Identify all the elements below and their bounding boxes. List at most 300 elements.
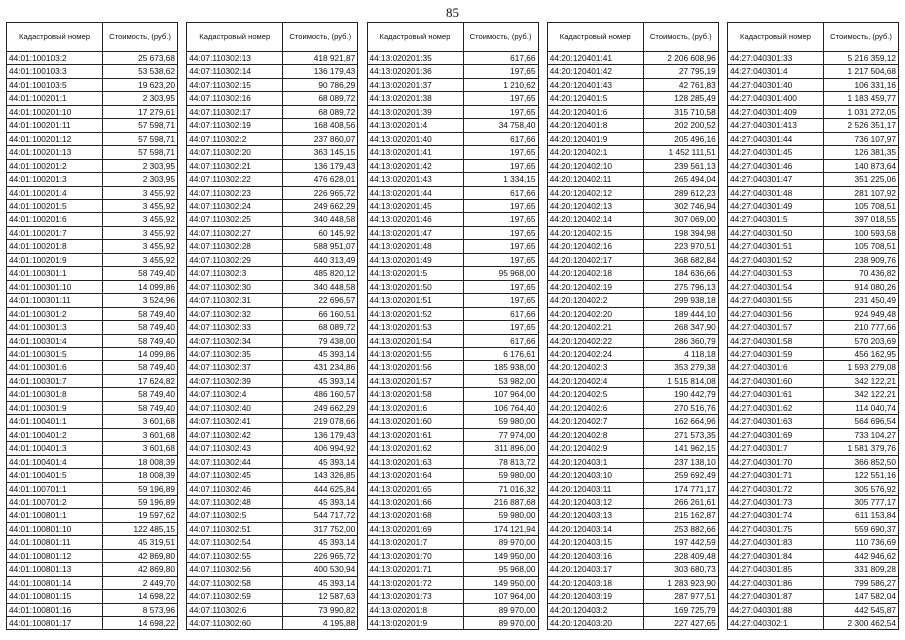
cost-cell: 287 977,51: [643, 590, 718, 603]
table-header-row: [728, 23, 899, 52]
table-row: [367, 52, 538, 65]
table-row: [728, 536, 899, 549]
cost-cell: 45 319,51: [103, 536, 178, 549]
cost-cell: 128 285,49: [643, 92, 718, 105]
cost-cell: 202 200,52: [643, 119, 718, 132]
table-row: [367, 563, 538, 576]
table-row: [7, 294, 178, 307]
cost-cell: 1 581 379,76: [824, 442, 899, 455]
cadastral-table-3: [367, 22, 539, 630]
page-number: 85: [446, 5, 459, 20]
cadastral-number-cell: 44:27:040301:69: [728, 428, 824, 441]
cadastral-number-cell: 44:27:040301:63: [728, 415, 824, 428]
cost-cell: 189 444,10: [643, 307, 718, 320]
cost-cell: 45 393,14: [283, 495, 358, 508]
cost-cell: 2 206 608,96: [643, 52, 718, 65]
cadastral-number-cell: 44:01:100401:3: [7, 442, 103, 455]
cost-cell: 53 538,62: [103, 65, 178, 78]
cadastral-number-cell: 44:20:120402:24: [547, 347, 643, 360]
cost-cell: 289 612,23: [643, 186, 718, 199]
cadastral-number-cell: 44:07:110302:21: [187, 159, 283, 172]
cost-cell: 2 303,95: [103, 159, 178, 172]
table-row: [187, 374, 358, 387]
table-header-row: [187, 23, 358, 52]
cost-cell: 456 162,95: [824, 347, 899, 360]
cost-cell: 19 597,62: [103, 509, 178, 522]
cost-cell: 197,65: [463, 65, 538, 78]
cadastral-number-cell: 44:20:120401:9: [547, 132, 643, 145]
cadastral-number-cell: 44:07:110302:29: [187, 253, 283, 266]
cadastral-number-cell: 44:20:120402:8: [547, 428, 643, 441]
cadastral-number-cell: 44:20:120401:6: [547, 105, 643, 118]
table-row: [728, 334, 899, 347]
cadastral-number-cell: 44:01:100103:5: [7, 78, 103, 91]
cadastral-number-cell: 44:01:100401:4: [7, 455, 103, 468]
table-row: [547, 267, 718, 280]
table-row: [7, 146, 178, 159]
table-row: [367, 307, 538, 320]
cadastral-number-cell: 44:13:020201:40: [367, 132, 463, 145]
cost-cell: 58 749,40: [103, 321, 178, 334]
cost-cell: 1 031 272,05: [824, 105, 899, 118]
cost-cell: 58 749,40: [103, 361, 178, 374]
cadastral-number-cell: 44:01:100301:5: [7, 347, 103, 360]
cadastral-number-cell: 44:01:100801:17: [7, 617, 103, 630]
cadastral-number-cell: 44:07:110302:43: [187, 442, 283, 455]
cost-cell: 617,66: [463, 132, 538, 145]
cost-cell: 265 494,04: [643, 173, 718, 186]
cost-cell: 42 869,80: [103, 563, 178, 576]
cadastral-number-cell: 44:13:020201:62: [367, 442, 463, 455]
cadastral-number-cell: 44:20:120402:14: [547, 213, 643, 226]
cadastral-number-cell: 44:27:040301:50: [728, 226, 824, 239]
cost-cell: 59 196,89: [103, 482, 178, 495]
cadastral-number-cell: 44:27:040301:46: [728, 159, 824, 172]
table-row: [728, 374, 899, 387]
cost-cell: 305 777,17: [824, 495, 899, 508]
cadastral-number-cell: 44:20:120403:18: [547, 576, 643, 589]
table-row: [547, 334, 718, 347]
cadastral-number-cell: 44:27:040301:74: [728, 509, 824, 522]
cadastral-number-cell: 44:27:040301:58: [728, 334, 824, 347]
cadastral-number-cell: 44:20:120403:12: [547, 495, 643, 508]
cadastral-number-cell: 44:20:120403:14: [547, 522, 643, 535]
table-row: [728, 294, 899, 307]
table-row: [547, 482, 718, 495]
table-row: [7, 536, 178, 549]
cadastral-number-cell: 44:07:110302:46: [187, 482, 283, 495]
cost-cell: 197,65: [463, 294, 538, 307]
cadastral-number-cell: 44:13:020201:36: [367, 65, 463, 78]
table-row: [367, 617, 538, 630]
cost-cell: 226 965,72: [283, 186, 358, 199]
table-row: [547, 199, 718, 212]
cadastral-number-cell: 44:01:100401:1: [7, 415, 103, 428]
cadastral-number-cell: 44:27:040301:60: [728, 374, 824, 387]
cost-cell: 406 994,92: [283, 442, 358, 455]
cost-cell: 197,65: [463, 199, 538, 212]
cadastral-number-cell: 44:13:020201:63: [367, 455, 463, 468]
cadastral-number-cell: 44:27:040301:62: [728, 401, 824, 414]
cost-cell: 197,65: [463, 280, 538, 293]
cadastral-number-cell: 44:20:120403:10: [547, 469, 643, 482]
cost-cell: 78 813,72: [463, 455, 538, 468]
cadastral-number-cell: 44:20:120403:20: [547, 617, 643, 630]
cadastral-number-cell: 44:13:020201:45: [367, 199, 463, 212]
cadastral-number-cell: 44:07:110302:37: [187, 361, 283, 374]
table-row: [367, 428, 538, 441]
cost-cell: 14 698,22: [103, 590, 178, 603]
table-row: [187, 509, 358, 522]
cost-cell: 45 393,14: [283, 347, 358, 360]
cost-cell: 73 990,82: [283, 603, 358, 616]
cadastral-number-cell: 44:27:040301:52: [728, 253, 824, 266]
table-row: [728, 549, 899, 562]
cadastral-number-cell: 44:07:110302:60: [187, 617, 283, 630]
table-row: [547, 92, 718, 105]
column-header-cadastral-number: Кадастровый номер: [187, 23, 283, 52]
cost-cell: 305 576,92: [824, 482, 899, 495]
table-row: [547, 253, 718, 266]
cost-cell: 1 210,62: [463, 78, 538, 91]
cost-cell: 59 980,00: [463, 509, 538, 522]
cadastral-number-cell: 44:07:110302:39: [187, 374, 283, 387]
table-row: [547, 617, 718, 630]
cadastral-number-cell: 44:07:110302:27: [187, 226, 283, 239]
cost-cell: 216 887,68: [463, 495, 538, 508]
cadastral-table-5: [727, 22, 899, 630]
cost-cell: 486 160,57: [283, 388, 358, 401]
cost-cell: 197,65: [463, 240, 538, 253]
table-row: [367, 173, 538, 186]
table-row: [7, 603, 178, 616]
cost-cell: 141 962,15: [643, 442, 718, 455]
cadastral-number-cell: 44:01:100301:1: [7, 267, 103, 280]
cost-cell: 1 183 459,77: [824, 92, 899, 105]
cost-cell: 60 145,92: [283, 226, 358, 239]
cadastral-number-cell: 44:27:040301:48: [728, 186, 824, 199]
table-row: [187, 388, 358, 401]
cadastral-number-cell: 44:13:020201:48: [367, 240, 463, 253]
cadastral-number-cell: 44:13:020201:69: [367, 522, 463, 535]
cost-cell: 22 696,57: [283, 294, 358, 307]
cost-cell: 149 950,00: [463, 576, 538, 589]
cost-cell: 3 601,68: [103, 428, 178, 441]
cadastral-number-cell: 44:07:110302:55: [187, 549, 283, 562]
cost-cell: 914 080,26: [824, 280, 899, 293]
table-row: [7, 334, 178, 347]
cadastral-number-cell: 44:13:020201:55: [367, 347, 463, 360]
table-row: [728, 199, 899, 212]
cadastral-number-cell: 44:01:100801:14: [7, 576, 103, 589]
table-row: [728, 522, 899, 535]
table-row: [7, 240, 178, 253]
cost-cell: 440 313,49: [283, 253, 358, 266]
cost-cell: 733 104,27: [824, 428, 899, 441]
table-row: [7, 65, 178, 78]
table-row: [7, 307, 178, 320]
table-row: [367, 590, 538, 603]
cost-cell: 253 882,66: [643, 522, 718, 535]
table-row: [7, 267, 178, 280]
cadastral-number-cell: 44:20:120402:22: [547, 334, 643, 347]
cost-cell: 3 601,68: [103, 415, 178, 428]
cadastral-number-cell: 44:27:040301:413: [728, 119, 824, 132]
table-row: [367, 321, 538, 334]
cost-cell: 270 516,76: [643, 401, 718, 414]
cadastral-number-cell: 44:01:100301:2: [7, 307, 103, 320]
table-row: [547, 495, 718, 508]
table-row: [187, 240, 358, 253]
cadastral-number-cell: 44:13:020201:43: [367, 173, 463, 186]
cadastral-number-cell: 44:07:110302:20: [187, 146, 283, 159]
cost-cell: 197,65: [463, 226, 538, 239]
cost-cell: 617,66: [463, 307, 538, 320]
table-row: [728, 92, 899, 105]
cadastral-number-cell: 44:07:110302:30: [187, 280, 283, 293]
table-row: [547, 132, 718, 145]
table-row: [187, 590, 358, 603]
table-row: [7, 428, 178, 441]
cost-cell: 799 586,27: [824, 576, 899, 589]
table-row: [547, 213, 718, 226]
cadastral-number-cell: 44:13:020201:42: [367, 159, 463, 172]
cost-cell: 366 852,50: [824, 455, 899, 468]
cost-cell: 197,65: [463, 321, 538, 334]
cadastral-number-cell: 44:01:100301:6: [7, 361, 103, 374]
cost-cell: 210 777,66: [824, 321, 899, 334]
cadastral-number-cell: 44:20:120403:19: [547, 590, 643, 603]
cost-cell: 90 786,29: [283, 78, 358, 91]
cadastral-number-cell: 44:01:100201:2: [7, 159, 103, 172]
cadastral-number-cell: 44:01:100201:9: [7, 253, 103, 266]
cost-cell: 249 662,29: [283, 401, 358, 414]
cadastral-number-cell: 44:07:110302:22: [187, 173, 283, 186]
table-row: [728, 132, 899, 145]
table-row: [187, 549, 358, 562]
cadastral-number-cell: 44:27:040301:53: [728, 267, 824, 280]
cost-cell: 3 601,68: [103, 442, 178, 455]
cadastral-number-cell: 44:27:040301:44: [728, 132, 824, 145]
cadastral-number-cell: 44:01:100801:10: [7, 522, 103, 535]
cost-cell: 559 690,37: [824, 522, 899, 535]
table-row: [547, 509, 718, 522]
cadastral-number-cell: 44:13:020201:71: [367, 563, 463, 576]
cost-cell: 45 393,14: [283, 576, 358, 589]
cadastral-number-cell: 44:20:120402:5: [547, 388, 643, 401]
table-row: [7, 280, 178, 293]
cost-cell: 3 455,92: [103, 226, 178, 239]
cadastral-number-cell: 44:13:020201:46: [367, 213, 463, 226]
cadastral-number-cell: 44:01:100301:10: [7, 280, 103, 293]
cost-cell: 66 160,51: [283, 307, 358, 320]
table-row: [367, 415, 538, 428]
table-row: [187, 92, 358, 105]
cost-cell: 611 153,84: [824, 509, 899, 522]
cadastral-number-cell: 44:13:020201:9: [367, 617, 463, 630]
cadastral-number-cell: 44:27:040301:87: [728, 590, 824, 603]
cost-cell: 617,66: [463, 186, 538, 199]
cost-cell: 476 628,01: [283, 173, 358, 186]
table-row: [547, 119, 718, 132]
cost-cell: 89 970,00: [463, 536, 538, 549]
table-row: [728, 267, 899, 280]
cost-cell: 197,65: [463, 105, 538, 118]
cost-cell: 95 968,00: [463, 267, 538, 280]
table-row: [728, 469, 899, 482]
cadastral-number-cell: 44:27:040301:49: [728, 199, 824, 212]
cost-cell: 68 089,72: [283, 321, 358, 334]
table-header-row: [547, 23, 718, 52]
cadastral-number-cell: 44:07:110302:17: [187, 105, 283, 118]
table-row: [7, 401, 178, 414]
cost-cell: 418 921,87: [283, 52, 358, 65]
table-row: [547, 388, 718, 401]
cadastral-number-cell: 44:27:040301:75: [728, 522, 824, 535]
cost-cell: 444 625,84: [283, 482, 358, 495]
cost-cell: 59 980,00: [463, 415, 538, 428]
cost-cell: 149 950,00: [463, 549, 538, 562]
table-row: [547, 590, 718, 603]
cost-cell: 58 749,40: [103, 267, 178, 280]
table-row: [547, 307, 718, 320]
cost-cell: 363 145,15: [283, 146, 358, 159]
table-row: [367, 159, 538, 172]
table-row: [7, 563, 178, 576]
cost-cell: 3 455,92: [103, 213, 178, 226]
cadastral-number-cell: 44:01:100401:5: [7, 469, 103, 482]
cadastral-number-cell: 44:01:100301:3: [7, 321, 103, 334]
cadastral-number-cell: 44:13:020201:56: [367, 361, 463, 374]
table-row: [547, 146, 718, 159]
table-row: [547, 347, 718, 360]
cost-cell: 27 795,19: [643, 65, 718, 78]
cost-cell: 4 118,18: [643, 347, 718, 360]
cost-cell: 3 455,92: [103, 199, 178, 212]
table-row: [728, 455, 899, 468]
table-row: [187, 52, 358, 65]
table-row: [728, 495, 899, 508]
table-row: [547, 401, 718, 414]
cost-cell: 143 326,85: [283, 469, 358, 482]
cadastral-number-cell: 44:13:020201:41: [367, 146, 463, 159]
cadastral-number-cell: 44:01:100801:1: [7, 509, 103, 522]
cadastral-number-cell: 44:20:120402:2: [547, 294, 643, 307]
cost-cell: 100 593,58: [824, 226, 899, 239]
cost-cell: 42 869,80: [103, 549, 178, 562]
cadastral-number-cell: 44:01:100201:11: [7, 119, 103, 132]
table-row: [367, 92, 538, 105]
table-row: [547, 186, 718, 199]
cost-cell: 70 436,82: [824, 267, 899, 280]
cadastral-number-cell: 44:07:110302:48: [187, 495, 283, 508]
cost-cell: 68 089,72: [283, 92, 358, 105]
cadastral-number-cell: 44:01:100201:6: [7, 213, 103, 226]
table-row: [547, 226, 718, 239]
cost-cell: 570 203,69: [824, 334, 899, 347]
cost-cell: 237 860,07: [283, 132, 358, 145]
table-row: [187, 159, 358, 172]
cost-cell: 57 598,71: [103, 146, 178, 159]
table-row: [547, 536, 718, 549]
cadastral-number-cell: 44:13:020201:61: [367, 428, 463, 441]
table-row: [728, 415, 899, 428]
cost-cell: 106 331,16: [824, 78, 899, 91]
table-row: [187, 428, 358, 441]
cadastral-number-cell: 44:07:110302:42: [187, 428, 283, 441]
cadastral-number-cell: 44:07:110302:23: [187, 186, 283, 199]
cost-cell: 106 764,40: [463, 401, 538, 414]
table-row: [728, 388, 899, 401]
cadastral-number-cell: 44:07:110302:19: [187, 119, 283, 132]
cadastral-number-cell: 44:13:020201:7: [367, 536, 463, 549]
cost-cell: 315 710,58: [643, 105, 718, 118]
cadastral-number-cell: 44:20:120402:9: [547, 442, 643, 455]
cadastral-number-cell: 44:07:110302:25: [187, 213, 283, 226]
cadastral-number-cell: 44:27:040301:6: [728, 361, 824, 374]
cadastral-number-cell: 44:27:040301:83: [728, 536, 824, 549]
table-row: [187, 78, 358, 91]
cadastral-number-cell: 44:27:040301:4: [728, 65, 824, 78]
cost-cell: 564 696,54: [824, 415, 899, 428]
cadastral-number-cell: 44:20:120402:11: [547, 173, 643, 186]
cost-cell: 340 448,58: [283, 213, 358, 226]
table-row: [728, 482, 899, 495]
cadastral-number-cell: 44:07:110302:35: [187, 347, 283, 360]
cadastral-number-cell: 44:27:040301:86: [728, 576, 824, 589]
table-row: [367, 240, 538, 253]
cost-cell: 59 980,00: [463, 469, 538, 482]
cost-cell: 17 624,82: [103, 374, 178, 387]
cadastral-number-cell: 44:20:120402:16: [547, 240, 643, 253]
cadastral-number-cell: 44:13:020201:53: [367, 321, 463, 334]
table-row: [7, 347, 178, 360]
table-row: [7, 415, 178, 428]
cost-cell: 57 598,71: [103, 119, 178, 132]
cost-cell: 544 717,72: [283, 509, 358, 522]
cost-cell: 266 261,61: [643, 495, 718, 508]
cost-cell: 45 393,14: [283, 374, 358, 387]
table-row: [7, 213, 178, 226]
cost-cell: 351 225,06: [824, 173, 899, 186]
cadastral-number-cell: 44:01:100103:2: [7, 52, 103, 65]
cost-cell: 3 455,92: [103, 240, 178, 253]
table-row: [367, 455, 538, 468]
table-row: [187, 415, 358, 428]
cost-cell: 57 598,71: [103, 132, 178, 145]
table-row: [187, 280, 358, 293]
table-row: [547, 603, 718, 616]
table-row: [367, 549, 538, 562]
cadastral-number-cell: 44:13:020201:58: [367, 388, 463, 401]
table-row: [7, 105, 178, 118]
table-row: [547, 415, 718, 428]
cadastral-number-cell: 44:07:110302:15: [187, 78, 283, 91]
table-row: [547, 428, 718, 441]
cost-cell: 42 761,83: [643, 78, 718, 91]
table-row: [547, 65, 718, 78]
cadastral-number-cell: 44:01:100201:12: [7, 132, 103, 145]
table-row: [728, 105, 899, 118]
cadastral-number-cell: 44:07:110302:58: [187, 576, 283, 589]
table-row: [367, 388, 538, 401]
table-row: [187, 495, 358, 508]
cadastral-number-cell: 44:01:100301:7: [7, 374, 103, 387]
cadastral-number-cell: 44:27:040301:57: [728, 321, 824, 334]
cost-cell: 68 089,72: [283, 105, 358, 118]
cost-cell: 485 820,12: [283, 267, 358, 280]
cadastral-number-cell: 44:20:120403:1: [547, 455, 643, 468]
